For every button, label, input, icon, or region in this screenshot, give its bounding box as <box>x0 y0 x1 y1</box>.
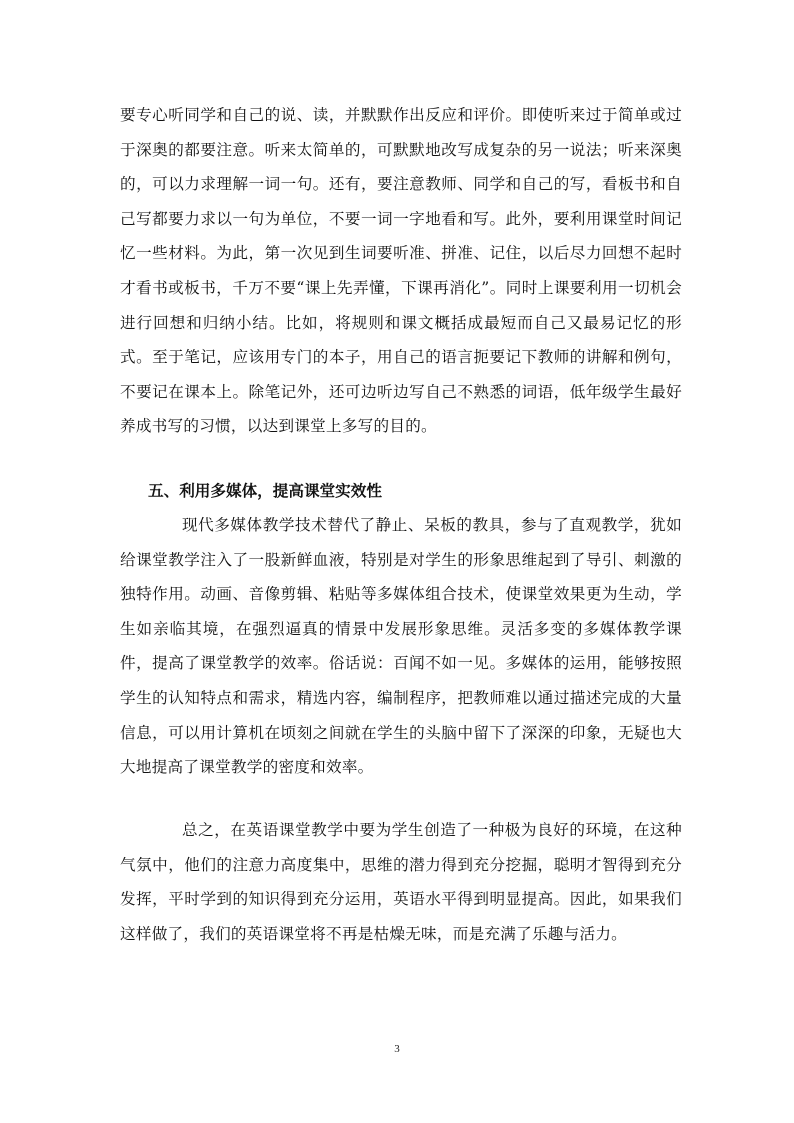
conclusion-paragraph: 总之，在英语课堂教学中要为学生创造了一种极为良好的环境，在这种气氛中，他们的注意力高度集中，思维的潜力得到充分挖掘，聪明才智得到充分发挥，平时学到的知识得到充分运用，英语水平得到明显提高。因此，如果我们这样做了，我们的英语课堂将不再是枯燥无味，而是充满了乐趣与活力。 <box>120 821 682 943</box>
body-paragraph: 要专心听同学和自己的说、读，并默默作出反应和评价。即使听来过于简单或过于深奥的都要注意。听来太简单的，可默默地改写成复杂的另一说法；听来深奥的，可以力求理解一词一句。还有，要注意教师、同学和自己的写，看板书和自己写都要力求以一句为单位，不要一词一字地看和写。此外，要利用课堂时间记忆一些材料。为此，第一次见到生词要听准、拼准、记住，以后尽力回想不起时才看书或板书，千万不要“课上先弄懂，下课再消化”。同时上课要利用一切机会进行回想和归纳小结。比如，将规则和课文概括成最短而自己又最易记忆的形式。至于笔记，应该用专门的本子，用自己的语言扼要记下教师的讲解和例句，不要记在课本上。除笔记外，还可边听边写自己不熟悉的词语，低年级学生最好养成书写的习惯，以达到课堂上多写的目的。 <box>120 106 682 436</box>
page-number: 3 <box>394 1043 400 1055</box>
section-heading: 五、利用多媒体，提高课堂实效性 <box>148 481 382 500</box>
body-paragraph: 现代多媒体教学技术替代了静止、呆板的教具，参与了直观教学，犹如给课堂教学注入了一股新鲜血液，特别是对学生的形象思维起到了导引、刺激的独特作用。动画、音像剪辑、粘贴等多媒体组合技术，使课堂效果更为生动，学生如亲临其境，在强烈逼真的情景中发展形象思维。灵活多变的多媒体教学课件，提高了课堂教学的效率。俗话说：百闻不如一见。多媒体的运用，能够按照学生的认知特点和需求，精选内容，编制程序，把教师难以通过描述完成的大量信息，可以用计算机在顷刻之间就在学生的头脑中留下了深深的印象，无疑也大大地提高了课堂教学的密度和效率。 <box>120 516 682 777</box>
